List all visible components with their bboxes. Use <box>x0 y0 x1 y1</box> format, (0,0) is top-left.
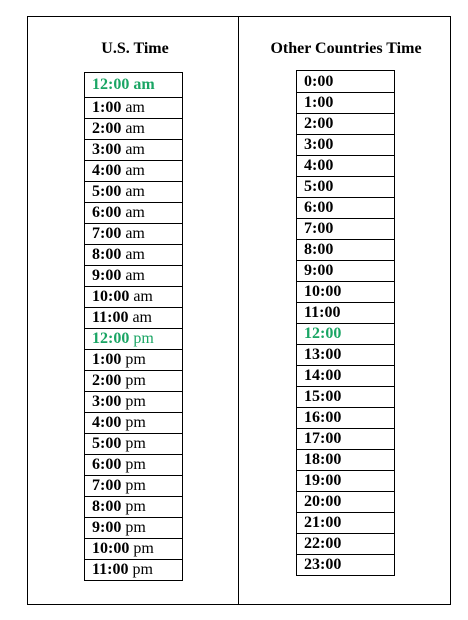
us-time-value: 4:00 <box>92 414 122 431</box>
us-time-cell <box>84 72 183 98</box>
us-time-value: 7:00 <box>92 477 122 494</box>
us-time-value: 6:00 <box>92 456 122 473</box>
other-countries-time-value: 1:00 <box>304 94 334 111</box>
other-countries-time-cell <box>296 492 395 513</box>
us-time-value: 6:00 <box>92 204 122 221</box>
other-countries-time-cell <box>296 408 395 429</box>
us-time-period: pm <box>125 519 146 536</box>
other-countries-time-cell <box>296 345 395 366</box>
other-countries-time-value: 4:00 <box>304 157 334 174</box>
us-time-cell <box>84 287 183 308</box>
us-time-period: am <box>132 309 152 326</box>
us-time-value: 1:00 <box>92 351 122 368</box>
us-time-cell <box>84 182 183 203</box>
other-countries-time-value: 9:00 <box>304 262 334 279</box>
other-countries-time-cell <box>296 261 395 282</box>
other-countries-time-value: 19:00 <box>304 472 342 489</box>
other-countries-time-value: 23:00 <box>304 556 342 573</box>
us-time-period: am <box>125 120 145 137</box>
us-time-period: am <box>133 288 153 305</box>
other-countries-time-value: 22:00 <box>304 535 342 552</box>
us-time-value: 7:00 <box>92 225 122 242</box>
us-time-period: pm <box>125 393 146 410</box>
other-countries-time-cell <box>296 429 395 450</box>
us-time-period: am <box>133 76 155 93</box>
other-countries-time-heading: Other Countries Time <box>270 40 422 57</box>
other-countries-time-cell <box>296 70 395 93</box>
us-time-cell <box>84 266 183 287</box>
us-time-period: am <box>125 162 145 179</box>
us-time-value: 2:00 <box>92 372 122 389</box>
other-countries-time-cell <box>296 513 395 534</box>
other-countries-time-value: 13:00 <box>304 346 342 363</box>
other-countries-time-value: 21:00 <box>304 514 342 531</box>
us-time-value: 11:00 <box>92 561 129 578</box>
other-countries-time-value: 20:00 <box>304 493 342 510</box>
us-time-period: pm <box>125 435 146 452</box>
other-countries-time-cell <box>296 471 395 492</box>
us-time-value: 3:00 <box>92 393 122 410</box>
other-countries-time-value: 3:00 <box>304 136 334 153</box>
us-time-cell <box>84 98 183 119</box>
other-countries-time-cell <box>296 387 395 408</box>
us-time-cell <box>84 518 183 539</box>
us-time-cell <box>84 329 183 350</box>
us-time-period: am <box>125 141 145 158</box>
other-countries-time-cell <box>296 114 395 135</box>
other-countries-time-value: 6:00 <box>304 199 334 216</box>
other-countries-time-value: 11:00 <box>304 304 341 321</box>
us-time-period: am <box>125 267 145 284</box>
other-countries-time-value: 7:00 <box>304 220 334 237</box>
other-countries-time-cell <box>296 177 395 198</box>
us-time-cell <box>84 245 183 266</box>
us-time-cell <box>84 560 183 581</box>
us-time-cell <box>84 308 183 329</box>
us-time-value: 10:00 <box>92 540 130 557</box>
us-time-cell <box>84 476 183 497</box>
us-time-cell <box>84 203 183 224</box>
us-time-cell <box>84 434 183 455</box>
other-countries-time-cell <box>296 366 395 387</box>
other-countries-time-cell <box>296 135 395 156</box>
us-time-period: am <box>125 99 145 116</box>
other-countries-time-value: 5:00 <box>304 178 334 195</box>
us-time-cell <box>84 413 183 434</box>
us-time-period: pm <box>125 477 146 494</box>
us-time-value: 11:00 <box>92 309 129 326</box>
us-time-value: 12:00 <box>92 330 130 347</box>
us-time-cell <box>84 119 183 140</box>
us-time-value: 3:00 <box>92 141 122 158</box>
other-countries-time-cell <box>296 555 395 576</box>
other-countries-time-cell <box>296 93 395 114</box>
us-time-period: pm <box>125 456 146 473</box>
other-countries-time-cell <box>296 156 395 177</box>
us-time-heading: U.S. Time <box>101 40 169 57</box>
us-time-period: pm <box>133 330 154 347</box>
other-countries-time-value: 0:00 <box>304 73 334 90</box>
us-time-value: 5:00 <box>92 435 122 452</box>
us-time-period: am <box>125 246 145 263</box>
us-time-period: am <box>125 183 145 200</box>
us-time-value: 8:00 <box>92 246 122 263</box>
other-countries-time-value: 18:00 <box>304 451 342 468</box>
us-time-value: 8:00 <box>92 498 122 515</box>
us-time-cell <box>84 497 183 518</box>
other-countries-time-cell <box>296 534 395 555</box>
other-countries-time-value: 17:00 <box>304 430 342 447</box>
us-time-period: pm <box>125 351 146 368</box>
us-time-period: pm <box>125 414 146 431</box>
other-countries-time-value: 8:00 <box>304 241 334 258</box>
other-countries-time-value: 2:00 <box>304 115 334 132</box>
other-countries-time-cell <box>296 450 395 471</box>
other-countries-time-cell <box>296 324 395 345</box>
other-countries-time-value: 16:00 <box>304 409 342 426</box>
other-countries-time-cell <box>296 240 395 261</box>
us-time-cell <box>84 140 183 161</box>
us-time-list <box>84 72 183 581</box>
us-time-period: am <box>125 225 145 242</box>
column-divider <box>238 16 239 605</box>
other-countries-time-list <box>296 70 395 576</box>
us-time-value: 9:00 <box>92 519 122 536</box>
other-countries-time-value: 15:00 <box>304 388 342 405</box>
us-time-cell <box>84 161 183 182</box>
us-time-value: 4:00 <box>92 162 122 179</box>
us-time-value: 2:00 <box>92 120 122 137</box>
us-time-value: 12:00 <box>92 76 130 93</box>
other-countries-time-value: 10:00 <box>304 283 342 300</box>
us-time-cell <box>84 455 183 476</box>
us-time-value: 9:00 <box>92 267 122 284</box>
us-time-value: 10:00 <box>92 288 130 305</box>
us-time-period: pm <box>132 561 153 578</box>
us-time-period: pm <box>133 540 154 557</box>
us-time-value: 5:00 <box>92 183 122 200</box>
other-countries-time-cell <box>296 303 395 324</box>
us-time-cell <box>84 392 183 413</box>
other-countries-time-value: 14:00 <box>304 367 342 384</box>
other-countries-time-cell <box>296 219 395 240</box>
other-countries-time-cell <box>296 282 395 303</box>
us-time-cell <box>84 350 183 371</box>
us-time-cell <box>84 539 183 560</box>
us-time-cell <box>84 224 183 245</box>
us-time-period: pm <box>125 498 146 515</box>
us-time-cell <box>84 371 183 392</box>
us-time-period: am <box>125 204 145 221</box>
us-time-value: 1:00 <box>92 99 122 116</box>
us-time-period: pm <box>125 372 146 389</box>
other-countries-time-value: 12:00 <box>304 325 342 342</box>
other-countries-time-cell <box>296 198 395 219</box>
